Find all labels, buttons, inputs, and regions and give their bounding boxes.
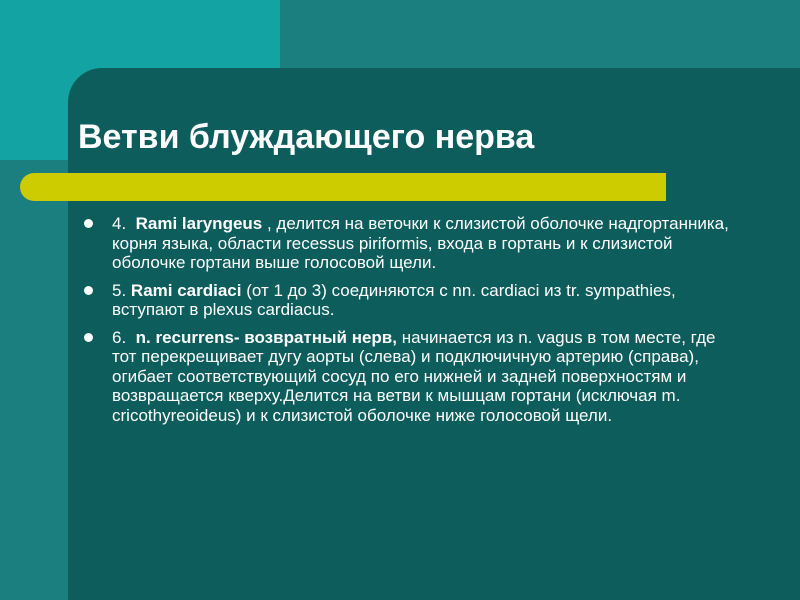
bullet-item-n-recurrens xyxy=(82,328,732,426)
slide-title: Ветви блуждающего нерва xyxy=(78,118,535,156)
bullet-term: Rami cardiaci xyxy=(130,280,242,300)
bullet-dot-icon xyxy=(84,333,93,342)
bullet-text: начинается из n. vagus в том месте, где тот перекрещивает дугу аорты (слева) и подключичную артерию (справа), огибает соответствующий сосуд по его нижней и задней поверхностям и возвращается кверху.Делится на ветви к мышцам гортани (исключая m. cricothyreoideus) и к слизистой оболочке ниже голосовой щели. xyxy=(112,327,716,425)
bullet-text: (от 1 до 3) соединяются с nn. cardiaci из tr. sympathies, вступают в plexus cardiacus. xyxy=(112,280,676,319)
bullet-dot-icon xyxy=(84,286,93,295)
bullet-item-rami-laryngeus xyxy=(82,214,732,273)
title-underline-bar xyxy=(20,173,666,201)
bullet-number: 6. xyxy=(112,327,127,347)
bullet-term: Rami laryngeus xyxy=(135,214,263,233)
bullet-list xyxy=(82,214,732,433)
bullet-number: 4. xyxy=(112,214,127,233)
bullet-text: , делится на веточки к слизистой оболочке надгортанника, корня языка, области recessus piriformis, входа в гортань и к слизистой оболочке гортани выше голосовой щели. xyxy=(112,214,729,272)
bullet-number: 5. xyxy=(112,280,127,300)
bullet-item-rami-cardiaci xyxy=(82,281,732,320)
bullet-term: n. recurrens- возвратный нерв, xyxy=(135,327,397,347)
bullet-dot-icon xyxy=(84,219,93,228)
